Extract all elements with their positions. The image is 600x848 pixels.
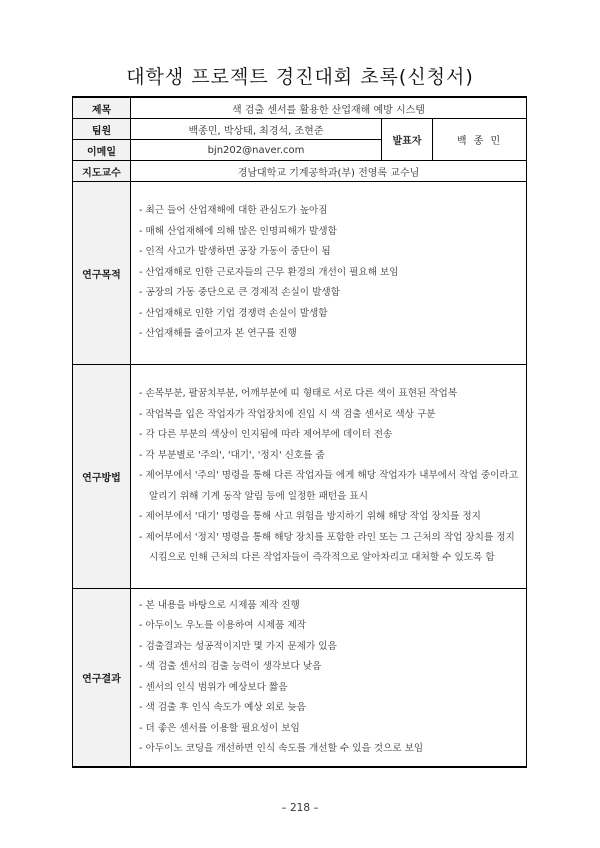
list-item: - 본 내용을 바탕으로 시제품 제작 진행: [139, 599, 300, 611]
method-label: 연구방법: [73, 365, 131, 589]
team-value: 백종민, 박상태, 최경석, 조현준: [131, 119, 382, 140]
list-item: - 인적 사고가 발생하면 공장 가동이 중단이 됨: [139, 246, 331, 258]
advisor-label: 지도교수: [73, 161, 131, 182]
team-label: 팀원: [73, 119, 131, 140]
list-item: - 매해 산업재해에 의해 많은 인명피해가 발생함: [139, 225, 337, 237]
list-item: - 작업복을 입은 작업자가 작업장치에 진입 시 색 검출 센서로 색상 구분: [139, 408, 436, 420]
list-item: - 각 다른 부분의 색상이 인지됨에 따라 제어부에 데이터 전송: [139, 429, 393, 441]
title-label: 제목: [73, 97, 131, 119]
result-label: 연구결과: [73, 589, 131, 768]
list-item: - 각 부분별로 '주의', '대기', '정지' 신호를 줌: [139, 449, 325, 461]
list-item: - 검출결과는 성공적이지만 몇 가지 문제가 있음: [139, 640, 337, 652]
email-value: bjn202@naver.com: [131, 140, 382, 161]
page-number: – 218 –: [281, 802, 319, 814]
list-item: - 공장의 가동 중단으로 큰 경제적 손실이 발생함: [139, 287, 340, 299]
list-item: - 아두이노 코딩을 개선하면 인식 속도를 개선할 수 있을 것으로 보임: [139, 743, 424, 754]
list-item: - 산업재해로 인한 기업 경쟁력 손실이 발생함: [139, 307, 328, 319]
list-item: - 손목부분, 팔꿈치부분, 어깨부분에 띠 형태로 서로 다른 색이 표현된 작업복: [139, 388, 458, 400]
method-content: [131, 365, 527, 589]
presenter-label: 발표자: [382, 119, 433, 161]
purpose-content: [131, 182, 527, 365]
result-content: [131, 589, 527, 768]
list-item: - 제어부에서 '주의' 명령을 통해 다른 작업자들 에게 해당 작업자가 내부에서 작업 중이라고 알리기 위해 기계 동작 알림 등에 일정한 패턴을 표시: [139, 470, 518, 502]
page-title: 대학생 프로젝트 경진대회 초록(신청서): [126, 66, 474, 88]
list-item: - 더 좋은 센서를 이용할 필요성이 보임: [139, 722, 300, 734]
purpose-label: 연구목적: [73, 182, 131, 365]
list-item: - 색 검출 후 인식 속도가 예상 외로 늦음: [139, 702, 306, 713]
title-value: 색 검출 센서를 활용한 산업재해 예방 시스템: [131, 97, 527, 119]
list-item: - 센서의 인식 범위가 예상보다 짧음: [139, 681, 288, 693]
list-item: - 최근 들어 산업재해에 대한 관심도가 높아짐: [139, 205, 328, 217]
presenter-value: 백 종 민: [433, 119, 527, 161]
email-label: 이메일: [73, 140, 131, 161]
list-item: - 산업재해를 줄이고자 본 연구를 진행: [139, 328, 297, 340]
list-item: - 제어부에서 '정지' 명령을 통해 해당 장치를 포함한 라인 또는 그 근처의 작업 장치를 정지시킴으로 인해 근처의 다른 작업자들이 즉각적으로 알아차리고 대처할 수 있도록 함: [139, 531, 515, 564]
list-item: - 색 검출 센서의 검출 능력이 생각보다 낮음: [139, 661, 322, 672]
list-item: - 산업재해로 인한 근로자들의 근무 환경의 개선이 필요해 보임: [139, 266, 399, 278]
advisor-value: 경남대학교 기계공학과(부) 전영록 교수님: [131, 161, 527, 182]
list-item: - 제어부에서 '대기' 명령을 통해 사고 위험을 방지하기 위해 해당 작업 장치를 정지: [139, 511, 481, 523]
list-item: - 아두이노 우노를 이용하여 시제품 제작: [139, 620, 306, 631]
abstract-form: [72, 96, 527, 768]
